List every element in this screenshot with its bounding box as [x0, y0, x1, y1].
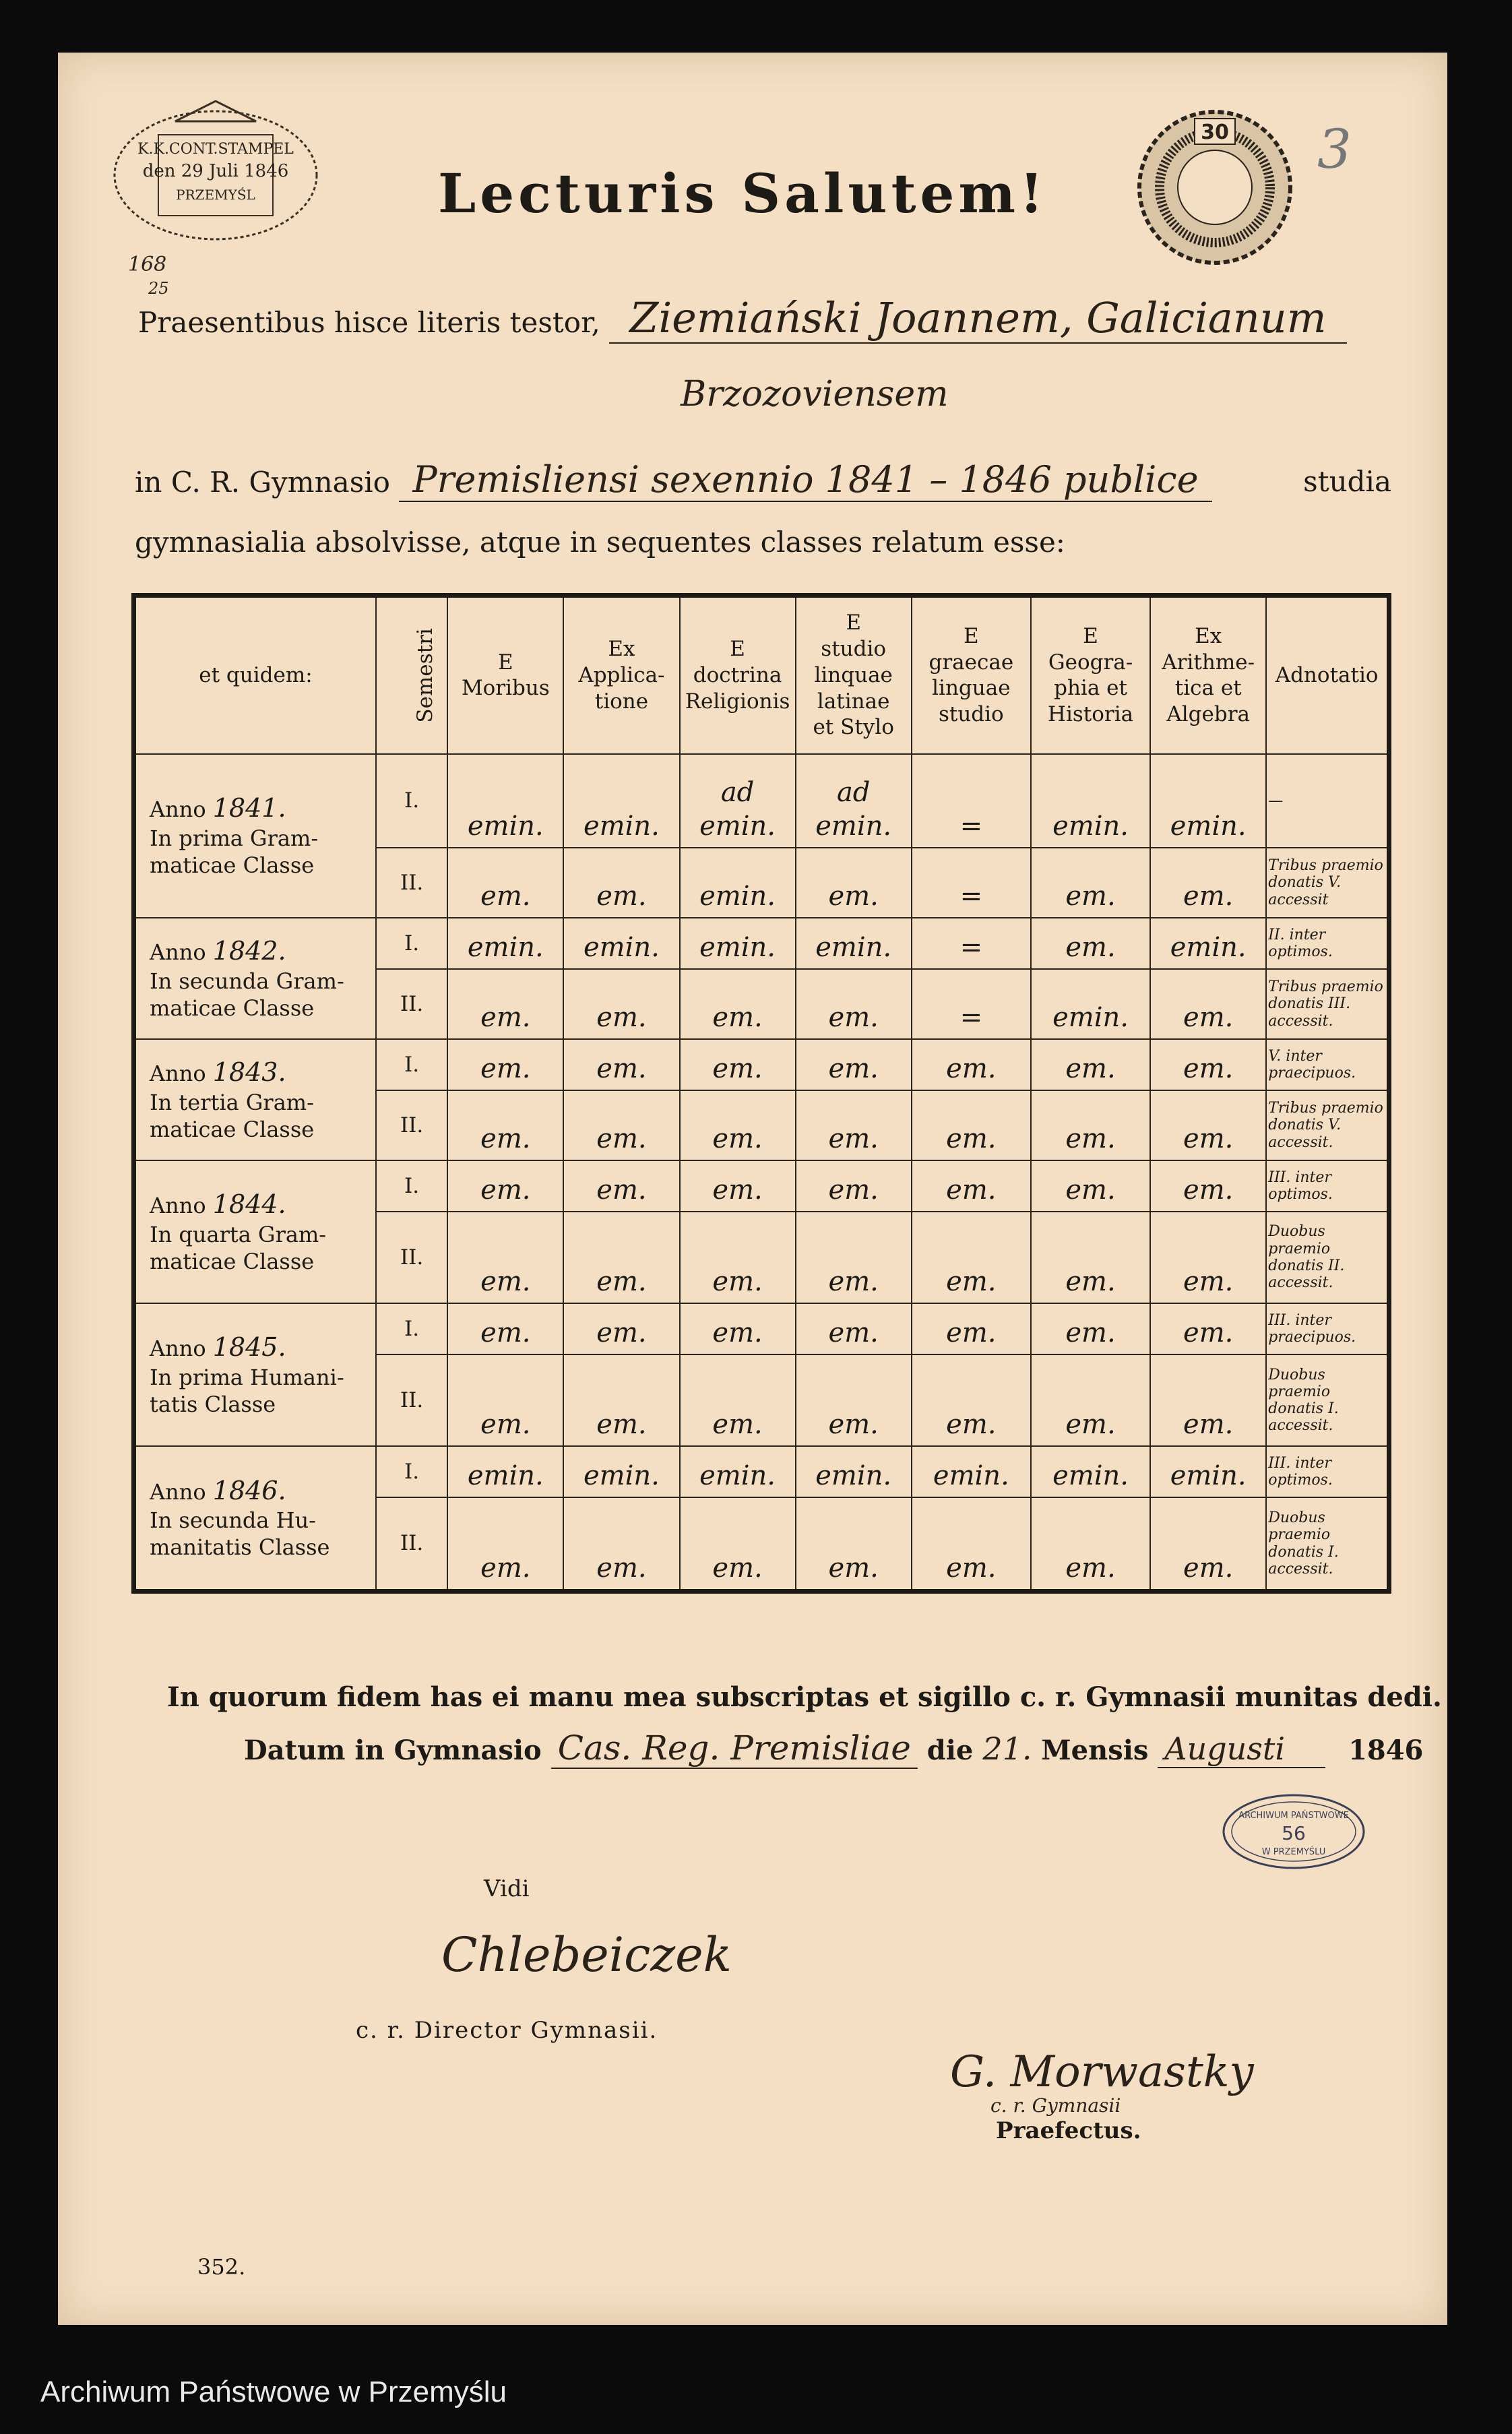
grade-cell: emin.: [1150, 1446, 1266, 1497]
grade-cell: em.: [912, 1160, 1031, 1212]
grade-cell: em.: [1150, 1160, 1266, 1212]
class-label: Anno 1846. In secunda Hu- manitatis Classe: [134, 1446, 376, 1591]
grade-cell: em.: [563, 1090, 679, 1160]
grade-cell: em.: [912, 1212, 1031, 1303]
grade-cell: em.: [563, 1212, 679, 1303]
grade-cell: em.: [680, 1039, 796, 1090]
grade-cell: emin.: [447, 918, 563, 969]
grade-cell: =: [912, 969, 1031, 1039]
grade-cell: emin.: [680, 918, 796, 969]
grade-cell: em.: [680, 1160, 796, 1212]
year-print: 1846: [1348, 1735, 1424, 1766]
grade-cell: emin.: [1031, 1446, 1150, 1497]
grade-cell: em.: [1031, 1090, 1150, 1160]
grade-cell: em.: [563, 1039, 679, 1090]
table-row: [134, 1446, 1389, 1497]
table-row: [134, 754, 1389, 848]
header-arithmetica: Ex Arithme- tica et Algebra: [1150, 596, 1266, 754]
grade-cell: emin.: [563, 754, 679, 848]
mensis-print: Mensis: [1041, 1735, 1149, 1766]
page-number-mark: 3: [1317, 118, 1352, 181]
header-moribus: E Moribus: [447, 596, 563, 754]
gymnasium-period: Premisliensi sexennio 1841 – 1846 publice: [399, 458, 1211, 502]
intro-print-3b: studia: [1303, 465, 1391, 498]
grade-cell: em.: [447, 1212, 563, 1303]
grade-cell: em.: [447, 1039, 563, 1090]
annotation-cell: V. inter praecipuos.: [1266, 1039, 1389, 1090]
header-graecae: E graecae linguae studio: [912, 596, 1031, 754]
grade-cell: emin.: [447, 1446, 563, 1497]
grade-cell: em.: [796, 1303, 912, 1354]
class-label: Anno 1843. In tertia Gram- maticae Classe: [134, 1039, 376, 1160]
semester-cell: I.: [376, 754, 447, 848]
grade-cell: em.: [796, 1212, 912, 1303]
grade-cell: emin.: [1031, 969, 1150, 1039]
datum-place: Cas. Reg. Premisliae: [551, 1728, 918, 1769]
semester-cell: I.: [376, 1303, 447, 1354]
prefect-title: Praefectus.: [996, 2117, 1141, 2144]
grade-cell: em.: [1031, 1354, 1150, 1446]
semester-cell: I.: [376, 1446, 447, 1497]
closing-line-2: [244, 1728, 1423, 1768]
class-label: Anno 1842. In secunda Gram- maticae Classe: [134, 918, 376, 1039]
header-applicatione: Ex Applica- tione: [563, 596, 679, 754]
intro-line-1: [138, 293, 1347, 342]
semester-cell: II.: [376, 1354, 447, 1446]
grade-cell: em.: [1150, 1303, 1266, 1354]
grade-cell: em.: [1031, 1039, 1150, 1090]
stamp-left-line2: den 29 Juli 1846: [142, 161, 289, 181]
grade-cell: em.: [1031, 1212, 1150, 1303]
grade-cell: em.: [1150, 1354, 1266, 1446]
prefect-signature: G. Morwastky: [950, 2047, 1254, 2097]
grade-cell: ad emin.: [680, 754, 796, 848]
grade-cell: em.: [563, 1160, 679, 1212]
stamp-left-reg: 168: [128, 253, 167, 276]
grade-cell: ad emin.: [796, 754, 912, 848]
grade-cell: em.: [912, 1303, 1031, 1354]
grade-cell: em.: [912, 1090, 1031, 1160]
datum-print: Datum in Gymnasio: [244, 1735, 542, 1766]
annotation-cell: Duobus praemio donatis I. accessit.: [1266, 1497, 1389, 1591]
grade-cell: em.: [563, 848, 679, 918]
grade-cell: em.: [447, 1497, 563, 1591]
semester-cell: I.: [376, 918, 447, 969]
table-header-row: [134, 596, 1389, 754]
annotation-cell: III. inter praecipuos.: [1266, 1303, 1389, 1354]
student-name: Ziemiański Joannem, Galicianum: [609, 293, 1346, 344]
header-latinae: E studio linquae latinae et Stylo: [796, 596, 912, 754]
grade-cell: emin.: [1150, 754, 1266, 848]
grade-cell: em.: [796, 1354, 912, 1446]
prefect-subtitle: c. r. Gymnasii: [990, 2094, 1121, 2117]
semester-cell: I.: [376, 1039, 447, 1090]
stamp-left-reg2: 25: [148, 279, 169, 298]
director-title: c. r. Director Gymnasii.: [356, 2017, 658, 2044]
grade-cell: em.: [912, 1039, 1031, 1090]
tax-stamp-left: [101, 94, 330, 310]
grade-cell: em.: [680, 1354, 796, 1446]
grade-cell: em.: [447, 1160, 563, 1212]
archive-stamp-top: ARCHIWUM PAŃSTWOWE: [1238, 1811, 1349, 1821]
grade-cell: em.: [680, 969, 796, 1039]
header-semester: Semestri: [376, 596, 447, 754]
semester-cell: II.: [376, 1212, 447, 1303]
stamp-left-line3: PRZEMYŚL: [176, 187, 255, 203]
table-row: [134, 1039, 1389, 1090]
mensis-value: Augusti: [1158, 1730, 1325, 1768]
class-label: Anno 1845. In prima Humani- tatis Classe: [134, 1303, 376, 1446]
die-print: die: [926, 1735, 974, 1766]
annotation-cell: Tribus praemio donatis III. accessit.: [1266, 969, 1389, 1039]
grade-cell: =: [912, 754, 1031, 848]
intro-line-3: [135, 458, 1391, 501]
grade-cell: em.: [1150, 848, 1266, 918]
grade-cell: em.: [447, 848, 563, 918]
grade-cell: emin.: [1031, 754, 1150, 848]
archive-stamp-bottom: W PRZEMYŚLU: [1261, 1847, 1326, 1857]
archive-stamp-number: 56: [1282, 1822, 1306, 1844]
grade-cell: em.: [680, 1497, 796, 1591]
student-origin: Brzozoviensem: [681, 374, 949, 414]
header-geographia: E Geogra- phia et Historia: [1031, 596, 1150, 754]
semester-cell: II.: [376, 1497, 447, 1591]
stamp-right-value: 30: [1201, 121, 1229, 144]
grade-cell: emin.: [563, 1446, 679, 1497]
grade-cell: em.: [680, 1303, 796, 1354]
grades-table: [131, 593, 1391, 1594]
grade-cell: em.: [563, 1303, 679, 1354]
revenue-stamp-right: [1131, 106, 1299, 268]
grade-cell: emin.: [680, 1446, 796, 1497]
header-adnotatio: Adnotatio: [1266, 596, 1389, 754]
grade-cell: em.: [563, 1497, 679, 1591]
stamp-left-line1: K.K.CONT.STAMPEL: [137, 141, 294, 158]
class-label: Anno 1841. In prima Gram- maticae Classe: [134, 754, 376, 918]
table-row: [134, 918, 1389, 969]
class-label: Anno 1844. In quarta Gram- maticae Classe: [134, 1160, 376, 1303]
annotation-cell: Duobus praemio donatis II. accessit.: [1266, 1212, 1389, 1303]
annotation-cell: Duobus praemio donatis I. accessit.: [1266, 1354, 1389, 1446]
grade-cell: em.: [1031, 1160, 1150, 1212]
grade-cell: emin.: [1150, 918, 1266, 969]
semester-cell: II.: [376, 969, 447, 1039]
grade-cell: em.: [796, 1090, 912, 1160]
grade-cell: em.: [796, 969, 912, 1039]
grade-cell: em.: [447, 969, 563, 1039]
intro-print-3a: in C. R. Gymnasio: [135, 466, 390, 499]
grade-cell: em.: [1031, 918, 1150, 969]
grade-cell: em.: [680, 1090, 796, 1160]
semester-cell: II.: [376, 848, 447, 918]
annotation-cell: III. inter optimos.: [1266, 1160, 1389, 1212]
page-title: Lecturis Salutem!: [438, 162, 1048, 225]
annotation-cell: —: [1266, 754, 1389, 848]
annotation-cell: Tribus praemio donatis V. accessit: [1266, 848, 1389, 918]
grade-cell: em.: [447, 1354, 563, 1446]
archive-caption: Archiwum Państwowe w Przemyślu: [40, 2375, 507, 2408]
annotation-cell: Tribus praemio donatis V. accessit.: [1266, 1090, 1389, 1160]
annotation-cell: II. inter optimos.: [1266, 918, 1389, 969]
archive-stamp: [1220, 1791, 1368, 1872]
grade-cell: em.: [1150, 969, 1266, 1039]
table-row: [134, 1303, 1389, 1354]
document-number: 352.: [197, 2254, 246, 2280]
vidi-label: Vidi: [484, 1875, 530, 1902]
header-class: et quidem:: [134, 596, 376, 754]
grade-cell: em.: [796, 1039, 912, 1090]
grade-cell: em.: [796, 848, 912, 918]
closing-line-1: In quorum fidem has ei manu mea subscriptas et sigillo c. r. Gymnasii munitas dedi.: [167, 1681, 1442, 1713]
intro-line-4: gymnasialia absolvisse, atque in sequentes classes relatum esse:: [135, 526, 1065, 559]
grade-cell: em.: [1031, 1303, 1150, 1354]
grade-cell: em.: [912, 1497, 1031, 1591]
grade-cell: em.: [680, 1212, 796, 1303]
grade-cell: emin.: [796, 918, 912, 969]
grade-cell: emin.: [447, 754, 563, 848]
grade-cell: em.: [1150, 1039, 1266, 1090]
annotation-cell: III. inter optimos.: [1266, 1446, 1389, 1497]
grade-cell: em.: [563, 1354, 679, 1446]
grade-cell: em.: [1031, 848, 1150, 918]
grade-cell: em.: [1150, 1497, 1266, 1591]
grade-cell: em.: [1150, 1090, 1266, 1160]
grade-cell: em.: [563, 969, 679, 1039]
grade-cell: emin.: [796, 1446, 912, 1497]
grade-cell: em.: [796, 1160, 912, 1212]
grade-cell: =: [912, 848, 1031, 918]
grade-cell: em.: [447, 1303, 563, 1354]
director-signature: Chlebeiczek: [441, 1927, 732, 1983]
grade-cell: em.: [1031, 1497, 1150, 1591]
grade-cell: emin.: [563, 918, 679, 969]
header-religionis: E doctrina Religionis: [680, 596, 796, 754]
grade-cell: =: [912, 918, 1031, 969]
table-row: [134, 1160, 1389, 1212]
grade-cell: em.: [912, 1354, 1031, 1446]
grade-cell: emin.: [680, 848, 796, 918]
die-value: 21.: [982, 1730, 1032, 1767]
semester-cell: II.: [376, 1090, 447, 1160]
intro-print-1: Praesentibus hisce literis testor,: [138, 306, 600, 339]
semester-cell: I.: [376, 1160, 447, 1212]
grade-cell: em.: [796, 1497, 912, 1591]
grade-cell: em.: [447, 1090, 563, 1160]
grade-cell: em.: [1150, 1212, 1266, 1303]
grade-cell: emin.: [912, 1446, 1031, 1497]
